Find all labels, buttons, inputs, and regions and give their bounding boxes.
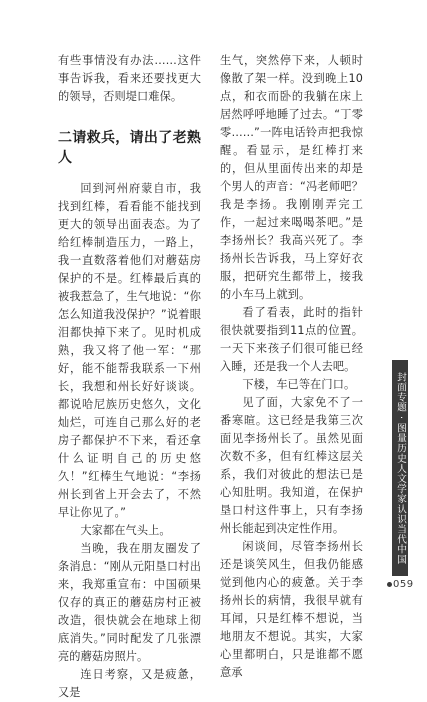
- paragraph: 闲谈间，尽管李扬州长还是谈笑风生，但我仍能感觉到他内心的疲惫。关于李扬州长的病情，我很早就有耳闻，只是红棒不想说，当地朋友不想说。其实，大家心里都明白，只是谁都不愿意承: [220, 540, 363, 679]
- section-heading: 二请救兵，请出了老熟人: [58, 130, 201, 166]
- section-sidebar-label: 封面专题 · 图量历史人文学家认识当代中国: [392, 360, 408, 576]
- bullet-dot-icon: [387, 582, 392, 587]
- page-number-text: 059: [393, 579, 414, 590]
- paragraph: 看了看表，此时的指针很快就要指到11点的位置。一天下来孩子们很可能已经入睡，还是我一个人去吧。: [220, 306, 363, 373]
- paragraph: 下楼，车已等在门口。: [242, 378, 356, 391]
- paragraph: 连日考察，又是疲惫，又是: [58, 668, 201, 699]
- paragraph: 见了面，大家免不了一番寒暄。这已经是我第三次面见李扬州长了。虽然见面次数不多，但有红棒这层关系，我们对彼此的想法已是心知肚明。我知道，在保护垦口村这件事上，只有李扬州长能起到决定性作用。: [220, 396, 363, 535]
- paragraph: 生气，突然停下来，人顿时像散了架一样。没到晚上10点，和衣而卧的我躺在床上居然呼呼地睡了过去。“丁零零……”一阵电话铃声把我惊醒。看显示，是红棒打来的，但从里面传出来的却是个男人的声音：“冯老师吧？我是李扬。我刚刚弄完工作，一起过来喝喝茶吧。”是李扬州长？我高兴死了。李扬州长告诉我，马上穿好衣服，把研究生都带上，接我的小车马上就到。: [220, 54, 363, 301]
- left-column: [58, 52, 201, 702]
- right-column: [220, 52, 363, 682]
- paragraph: 有些事情没有办法……这件事告诉我，看来还要找更大的领导，否则堤口难保。: [58, 54, 201, 103]
- page-number: [387, 579, 414, 590]
- paragraph: 回到河州府蒙自市，我找到红棒，看看能不能找到更大的领导出面表态。为了给红棒制造压力，一路上，我一直数落着他们对蘑菇房保护的不是。红棒最后真的被我惹急了，生气地说：“你怎么知道我没保护？”说着眼泪都快掉下来了。见时机成熟，我又将了他一军：“那好，能不能帮我联系一下州长，我想和州长好好谈谈。都说哈尼族历史悠久，文化灿烂，可连自己那么好的老房子都保护不下来，看还拿什么证明自己的历史悠久！”红棒生气地说：“李扬州长到省上开会去了，不然早让你见了。”: [58, 182, 201, 519]
- paragraph: 当晚，我在朋友圈发了条消息：“刚从元阳垦口村出来，我郑重宣布：中国硕果仅存的真正的蘑菇房村正被改造，很快就会在地球上彻底消失。”同时配发了几张漂亮的蘑菇房照片。: [58, 542, 201, 663]
- paragraph: 大家都在气头上。: [80, 524, 171, 537]
